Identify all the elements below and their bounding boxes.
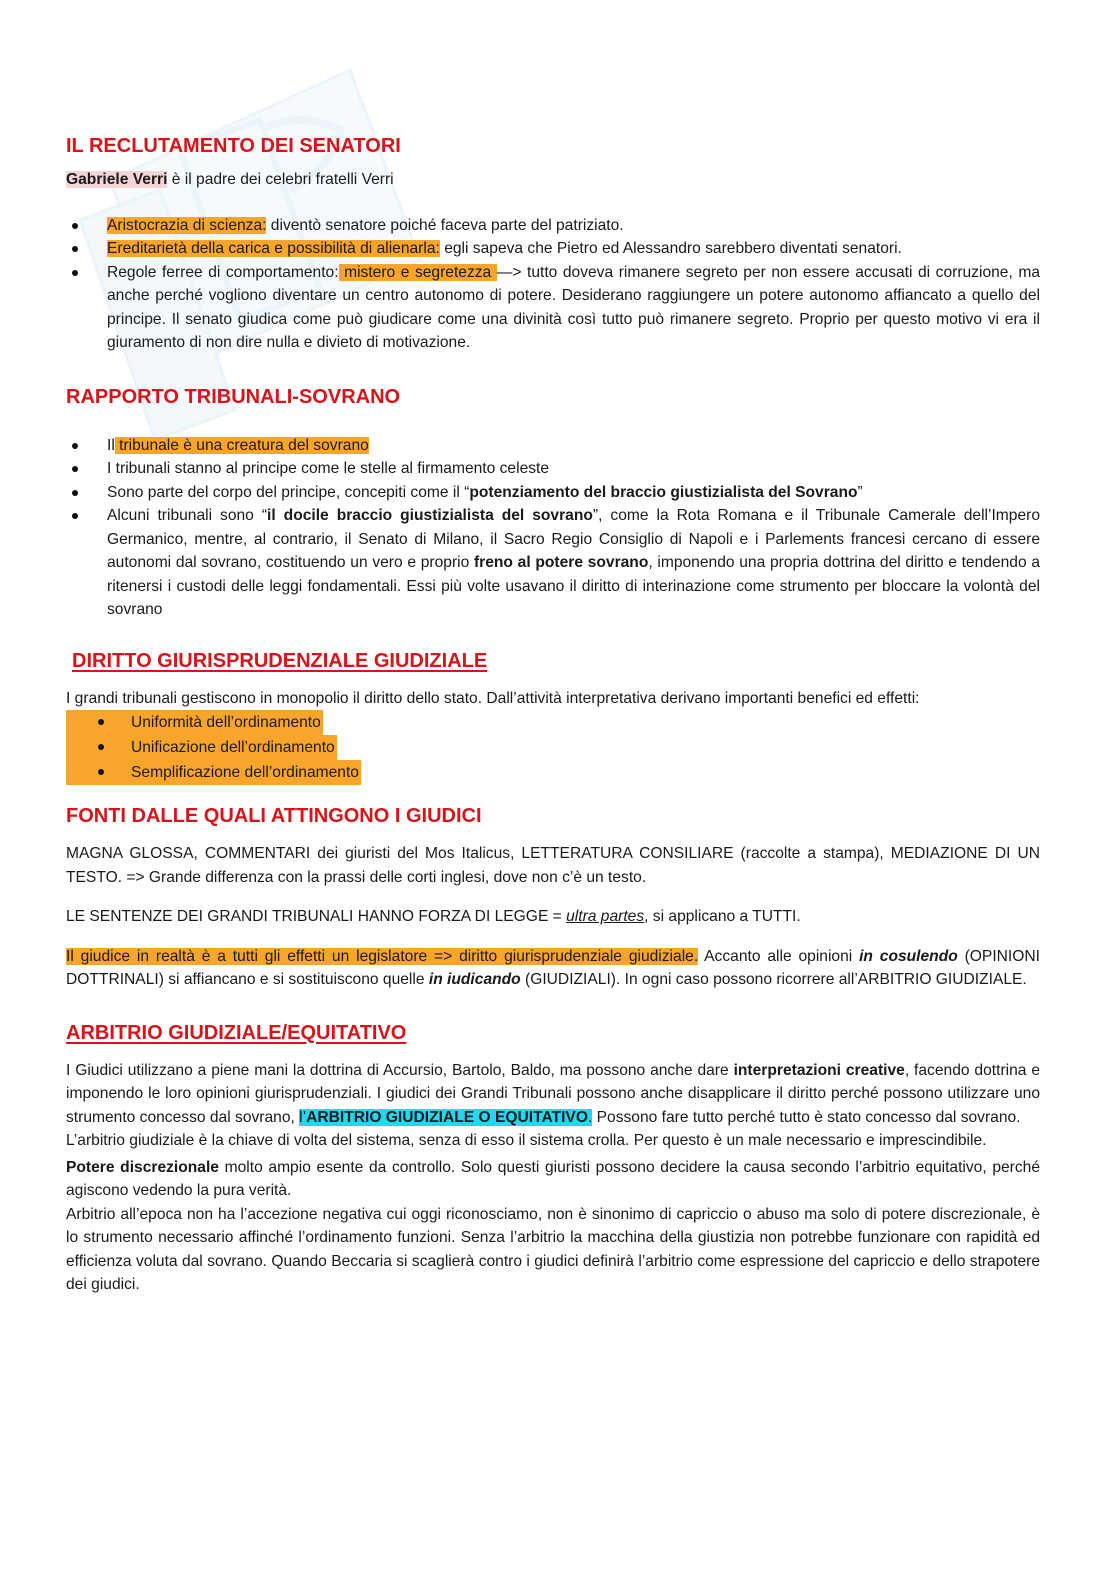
name-gabriele-verri: Gabriele Verri [66, 171, 168, 188]
diritto-intro: I grandi tribunali gestiscono in monopolio il diritto dello stato. Dall’attività interpretativa derivano importanti benefici ed effetti: [66, 689, 920, 707]
list-item [66, 434, 1040, 458]
list-item [66, 261, 1040, 355]
arbitrio-paragraph-2: L’arbitrio giudiziale è la chiave di volta del sistema, senza di esso il sistema crolla. Per questo è un male necessario e imprescindibile. [66, 1132, 987, 1149]
paragraph-text: . [587, 1108, 593, 1126]
paragraph-text: , facendo dottrina e imponendo le loro opinioni giurisprudenziali. I giudici dei Grandi Tribunali possono anche disapplicare il diritto perché possono utilizzare uno strumento concesso dal sovrano, [66, 1061, 1040, 1126]
heading-arbitrio: ARBITRIO GIUDIZIALE/EQUITATIVO [66, 1021, 407, 1044]
heading-reclutamento: IL RECLUTAMENTO DEI SENATORI [66, 135, 401, 157]
list-item: Semplificazione dell’ordinamento [66, 760, 361, 785]
paragraph-text: molto ampio esente da controllo. Solo questi giuristi possono decidere la causa secondo l’arbitrio equitativo, perché agiscono vedendo la pura verità. [66, 1158, 1041, 1199]
highlight: Il giudice in realtà è a tutti gli effetti un legislatore => diritto giurisprudenziale giudiziale. [66, 947, 699, 965]
paragraph-text: Accanto alle opinioni [698, 947, 860, 965]
giudice-paragraph [66, 945, 1040, 992]
benefici-list [66, 710, 1040, 785]
bold-text: potenziamento del braccio giustizialista del Sovrano [469, 483, 858, 501]
paragraph-text: Possono fare tutto perché tutto è stato concesso dal sovrano. [592, 1108, 1021, 1126]
list-item: Unificazione dell’ordinamento [66, 735, 337, 760]
highlight: mistero e segretezza [338, 263, 497, 281]
arbitrio-paragraph-1 [66, 1059, 1040, 1130]
list-item [66, 214, 1040, 238]
heading-fonti: FONTI DALLE QUALI ATTINGONO I GIUDICI [66, 805, 482, 827]
list-item-text: Alcuni tribunali sono “ [107, 507, 268, 524]
list-item [66, 481, 1040, 505]
bold-text: Potere discrezionale [66, 1158, 219, 1176]
list-item-text: Regole ferree di comportamento: [107, 263, 339, 281]
heading-rapporto: RAPPORTO TRIBUNALI-SOVRANO [66, 385, 401, 408]
bold-italic-text: in iudicando [428, 971, 521, 988]
list-item [66, 504, 1040, 622]
senatori-list [66, 214, 1040, 355]
list-item-text: diventò senatore poiché faceva parte del patriziato. [266, 216, 624, 234]
intro-verri [66, 168, 1040, 192]
fonti-paragraph: MAGNA GLOSSA, COMMENTARI dei giuristi del Mos Italicus, LETTERATURA CONSILIARE (raccolte a stampa), MEDIAZIONE DI UN TESTO. => Grande differenza con la prassi delle corti inglesi, dove non c’è un testo. [66, 845, 1040, 886]
highlight: tribunale è una creatura del sovrano [114, 436, 369, 454]
bold-italic-text: in cosulendo [859, 947, 958, 965]
list-item-text: —> tutto doveva rimanere segreto per non essere accusati di corruzione, ma anche perché vogliono diventare un centro autonomo di potere. Desiderano raggiungere un potere autonomo affiancato a quello del principe. Il senato giudica come può giudicare come una divinità così tutto può rimanere segreto. Proprio per questo motivo vi era il giuramento di non dire nulla e divieto di motivazione. [107, 263, 1040, 351]
document-page [66, 130, 1040, 1297]
list-item-text: ”, come la Rota Romana e il Tribunale Camerale dell’Impero Germanico, mentre, al contrario, il Senato di Milano, il Sacro Regio Consiglio di Napoli e i Parlements francesi cercano di essere autonomi dal sovrano, costituendo un vero e proprio [107, 507, 1040, 571]
paragraph-text: (OPINIONI DOTTRINALI) si affiancano e si sostituiscono quelle [66, 947, 1040, 988]
list-item-text: egli sapeva che Pietro ed Alessandro sarebbero diventati senatori. [439, 240, 902, 257]
sentenze-paragraph [66, 905, 1040, 929]
list-item [66, 457, 1040, 481]
italic-text: ultra partes [566, 908, 645, 925]
bold-text: ARBITRIO GIUDIZIALE O EQUITATIVO [306, 1108, 588, 1126]
list-item-text: I tribunali stanno al principe come le stelle al firmamento celeste [107, 460, 550, 477]
arbitrio-paragraph-4: Arbitrio all’epoca non ha l’accezione negativa cui oggi riconosciamo, non è sinonimo di capriccio o abuso ma solo di potere discrezionale, è lo strumento necessario affinché l’ordinamento funzioni. Senza l’arbitrio la macchina della giustizia non potrebbe funzionare con rapidità ed efficienza voluta dal sovrano. Quando Beccaria si scaglierà contro i giudici definirà l’arbitrio come espressione del capriccio e dello strapotere dei giudici. [66, 1205, 1040, 1293]
list-item-text: ” [857, 483, 863, 501]
highlight: Aristocrazia di scienza: [107, 216, 267, 234]
bold-text: freno al potere sovrano [473, 554, 649, 571]
intro-verri-text: è il padre dei celebri fratelli Verri [167, 171, 394, 188]
list-item-text: Il [107, 436, 115, 454]
list-item [66, 237, 1040, 261]
heading-diritto-giurisprudenziale: DIRITTO GIURISPRUDENZIALE GIUDIZIALE [72, 649, 488, 672]
paragraph-text: LE SENTENZE DEI GRANDI TRIBUNALI HANNO FORZA DI LEGGE = [66, 908, 567, 925]
list-item-text: Sono parte del corpo del principe, concepiti come il “ [107, 483, 470, 501]
tribunali-list [66, 434, 1040, 622]
highlight: Ereditarietà della carica e possibilità di alienarla: [107, 240, 440, 257]
bold-text: interpretazioni creative [733, 1061, 905, 1079]
paragraph-text: l’ [299, 1108, 307, 1126]
paragraph-text: , si applicano a TUTTI. [644, 908, 801, 925]
paragraph-text: I Giudici utilizzano a piene mani la dottrina di Accursio, Bartolo, Baldo, ma possono anche dare [66, 1061, 734, 1079]
list-item-text: , imponendo una propria dottrina del diritto e tendendo a ritenersi i custodi delle leggi fondamentali. Essi più volte usavano il diritto di interinazione come strumento per bloccare la volontà del sovrano [107, 554, 1040, 618]
list-item: Uniformità dell’ordinamento [66, 710, 323, 735]
paragraph-text: (GIUDIZIALI). In ogni caso possono ricorrere all’ARBITRIO GIUDIZIALE. [520, 971, 1027, 988]
highlight-cyan [299, 1109, 592, 1126]
bold-text: il docile braccio giustizialista del sovrano [267, 507, 593, 524]
arbitrio-paragraph-3 [66, 1156, 1040, 1203]
